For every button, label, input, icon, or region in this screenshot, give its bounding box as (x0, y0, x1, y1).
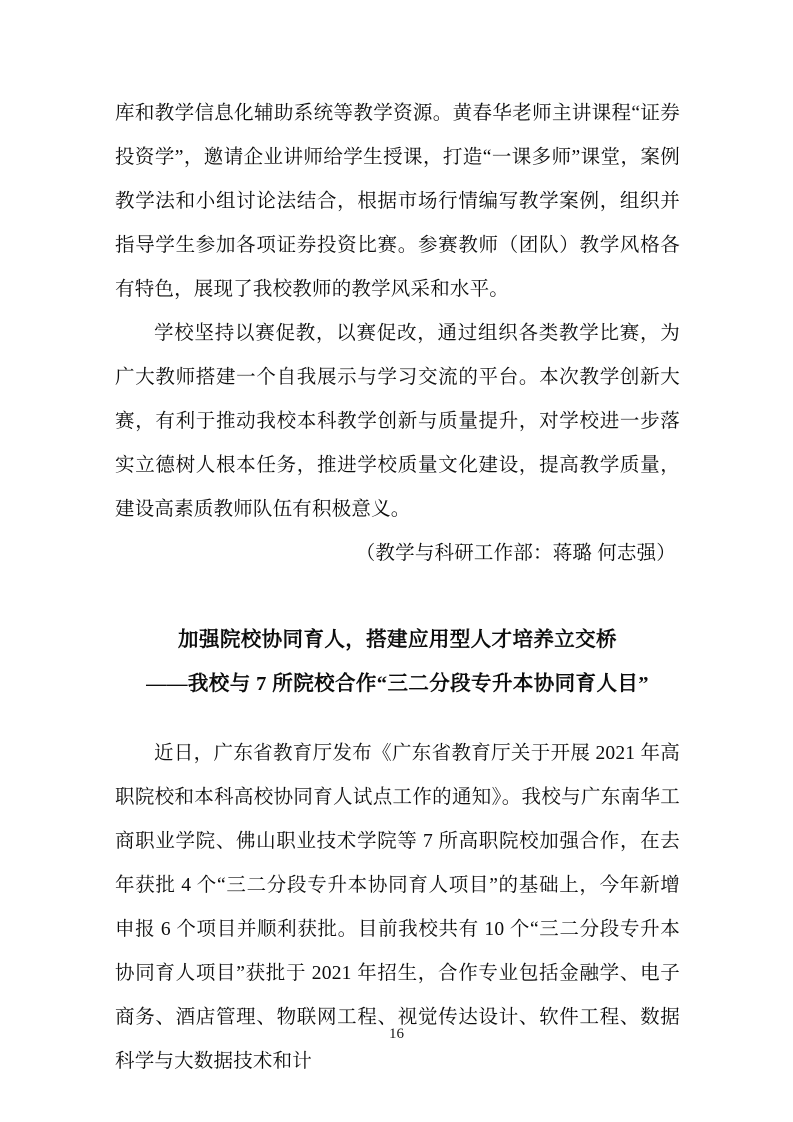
next-article-title-line-2: ——我校与 7 所院校合作“三二分段专升本协同育人目” (146, 673, 649, 695)
page-number: 16 (389, 1026, 404, 1042)
page-content (115, 92, 680, 1084)
article-byline: （教学与科研工作部：蒋璐 何志强） (355, 543, 676, 564)
next-article-heading (115, 618, 680, 706)
heading-spacer (115, 706, 680, 732)
paragraph-next-article-opening: 近日，广东省教育厅发布《广东省教育厅关于开展 2021 年高职院校和本科高校协同育人试点工作的通知》。我校与广东南华工商职业学院、佛山职业技术学院等 7 所高职院校加强合作，在去年获批 4 个“三二分段专升本协同育人项目”的基础上，今年新增申报 6 个项目并顺利获批。目前我校共有 10 个“三二分段专升本协同育人项目”获批于 2021 年招生，合作专业包括金融学、电子商务、酒店管理、物联网工程、视觉传达设计、软件工程、数据科学与大数据技术和计 (115, 743, 680, 1072)
paragraph-continued: 库和教学信息化辅助系统等教学资源。黄春华老师主讲课程“证券投资学”，邀请企业讲师给学生授课，打造“一课多师”课堂，案例教学法和小组讨论法结合，根据市场行情编写教学案例，组织并指导学生参加各项证券投资比赛。参赛教师（团队）教学风格各有特色，展现了我校教师的教学风采和水平。 (115, 103, 680, 300)
next-article-title-line-1: 加强院校协同育人，搭建应用型人才培养立交桥 (178, 629, 617, 651)
paragraph-competition-summary: 学校坚持以赛促教，以赛促改，通过组织各类教学比赛，为广大教师搭建一个自我展示与学习交流的平台。本次教学创新大赛，有利于推动我校本科教学创新与质量提升，对学校进一步落实立德树人根本任务，推进学校质量文化建设，提高教学质量，建设高素质教师队伍有积极意义。 (115, 323, 680, 520)
